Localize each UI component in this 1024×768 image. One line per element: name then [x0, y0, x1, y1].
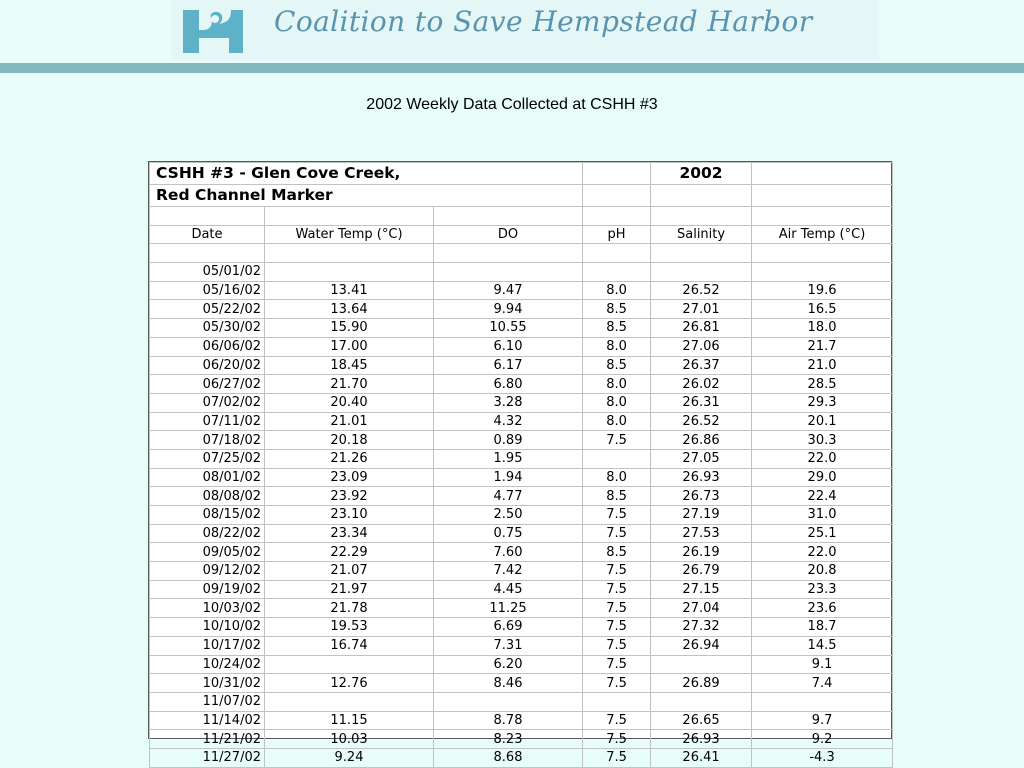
weekly-data-table: [149, 162, 893, 768]
table-row: [150, 375, 893, 394]
air-temp-cell: 30.3: [752, 431, 893, 450]
salinity-cell: 27.15: [651, 580, 752, 599]
do-cell: 7.31: [434, 636, 583, 655]
water-temp-cell: 21.01: [265, 412, 434, 431]
table-row: [150, 730, 893, 749]
water-temp-cell: 21.97: [265, 580, 434, 599]
salinity-cell: 26.89: [651, 674, 752, 693]
do-cell: 6.20: [434, 655, 583, 674]
ph-cell: 8.0: [583, 412, 651, 431]
empty-cell: [434, 244, 583, 263]
table-row: [150, 468, 893, 487]
salinity-cell: 26.93: [651, 468, 752, 487]
water-temp-cell: 17.00: [265, 337, 434, 356]
table-row: [150, 618, 893, 637]
ph-cell: 7.5: [583, 748, 651, 767]
table-row: [150, 748, 893, 767]
table-row: [150, 449, 893, 468]
air-temp-cell: [752, 692, 893, 711]
water-temp-cell: 21.78: [265, 599, 434, 618]
do-cell: 0.89: [434, 431, 583, 450]
empty-cell: [752, 244, 893, 263]
date-cell: 10/03/02: [150, 599, 265, 618]
page-title: 2002 Weekly Data Collected at CSHH #3: [366, 96, 658, 113]
column-header-water-temp: Water Temp (°C): [265, 225, 434, 244]
ph-cell: [583, 263, 651, 282]
air-temp-cell: 9.1: [752, 655, 893, 674]
do-cell: 6.80: [434, 375, 583, 394]
do-cell: 8.78: [434, 711, 583, 730]
salinity-cell: 26.19: [651, 543, 752, 562]
air-temp-cell: 9.7: [752, 711, 893, 730]
date-cell: 10/31/02: [150, 674, 265, 693]
column-header-salinity: Salinity: [651, 225, 752, 244]
empty-cell: [752, 207, 893, 226]
water-temp-cell: 20.18: [265, 431, 434, 450]
empty-cell: [651, 244, 752, 263]
water-temp-cell: 9.24: [265, 748, 434, 767]
table-row: [150, 487, 893, 506]
date-cell: 11/07/02: [150, 692, 265, 711]
salinity-cell: 27.53: [651, 524, 752, 543]
date-cell: 11/14/02: [150, 711, 265, 730]
date-cell: 11/27/02: [150, 748, 265, 767]
water-temp-cell: 21.07: [265, 562, 434, 581]
ph-cell: 7.5: [583, 730, 651, 749]
table-row: [150, 337, 893, 356]
salinity-cell: [651, 692, 752, 711]
do-cell: [434, 692, 583, 711]
do-cell: [434, 263, 583, 282]
table-row: [150, 524, 893, 543]
air-temp-cell: 22.0: [752, 449, 893, 468]
salinity-cell: 27.06: [651, 337, 752, 356]
water-temp-cell: 18.45: [265, 356, 434, 375]
air-temp-cell: 29.3: [752, 393, 893, 412]
ph-cell: 8.5: [583, 543, 651, 562]
ph-cell: 7.5: [583, 655, 651, 674]
table-row: [150, 562, 893, 581]
table-row: [150, 636, 893, 655]
air-temp-cell: 29.0: [752, 468, 893, 487]
do-cell: 7.42: [434, 562, 583, 581]
do-cell: 1.94: [434, 468, 583, 487]
ph-cell: 8.5: [583, 300, 651, 319]
table-subtitle-row: [150, 185, 893, 207]
table-row: [150, 263, 893, 282]
empty-cell: [434, 207, 583, 226]
air-temp-cell: 20.8: [752, 562, 893, 581]
do-cell: 4.32: [434, 412, 583, 431]
air-temp-cell: 21.7: [752, 337, 893, 356]
empty-cell: [651, 207, 752, 226]
empty-cell: [150, 244, 265, 263]
ph-cell: 7.5: [583, 674, 651, 693]
date-cell: 05/01/02: [150, 263, 265, 282]
date-cell: 08/15/02: [150, 506, 265, 525]
date-cell: 06/06/02: [150, 337, 265, 356]
date-cell: 05/22/02: [150, 300, 265, 319]
water-temp-cell: 21.26: [265, 449, 434, 468]
table-row: [150, 319, 893, 338]
date-cell: 08/22/02: [150, 524, 265, 543]
ph-cell: 7.5: [583, 506, 651, 525]
column-header-ph: pH: [583, 225, 651, 244]
do-cell: 3.28: [434, 393, 583, 412]
do-cell: 9.47: [434, 281, 583, 300]
date-cell: 10/10/02: [150, 618, 265, 637]
letter-h-harbor-logo-icon: [181, 8, 245, 55]
salinity-cell: [651, 263, 752, 282]
water-temp-cell: 22.29: [265, 543, 434, 562]
date-cell: 09/05/02: [150, 543, 265, 562]
water-temp-cell: 21.70: [265, 375, 434, 394]
ph-cell: 8.5: [583, 319, 651, 338]
water-temp-cell: [265, 263, 434, 282]
ph-cell: 7.5: [583, 711, 651, 730]
air-temp-cell: 25.1: [752, 524, 893, 543]
salinity-cell: 26.52: [651, 281, 752, 300]
salinity-cell: 26.93: [651, 730, 752, 749]
water-temp-cell: 12.76: [265, 674, 434, 693]
air-temp-cell: 22.4: [752, 487, 893, 506]
table-row: [150, 300, 893, 319]
table-row: [150, 431, 893, 450]
empty-cell: [265, 207, 434, 226]
air-temp-cell: 18.0: [752, 319, 893, 338]
salinity-cell: 26.86: [651, 431, 752, 450]
air-temp-cell: 20.1: [752, 412, 893, 431]
date-cell: 11/21/02: [150, 730, 265, 749]
table-row: [150, 674, 893, 693]
air-temp-cell: 16.5: [752, 300, 893, 319]
water-temp-cell: 16.74: [265, 636, 434, 655]
ph-cell: 8.0: [583, 393, 651, 412]
air-temp-cell: 19.6: [752, 281, 893, 300]
do-cell: 4.45: [434, 580, 583, 599]
salinity-cell: 26.37: [651, 356, 752, 375]
water-temp-cell: 11.15: [265, 711, 434, 730]
do-cell: 6.17: [434, 356, 583, 375]
do-cell: 0.75: [434, 524, 583, 543]
date-cell: 05/30/02: [150, 319, 265, 338]
salinity-cell: 26.41: [651, 748, 752, 767]
salinity-cell: 27.01: [651, 300, 752, 319]
date-cell: 07/02/02: [150, 393, 265, 412]
water-temp-cell: [265, 655, 434, 674]
do-cell: 8.68: [434, 748, 583, 767]
date-cell: 08/01/02: [150, 468, 265, 487]
salinity-cell: 26.73: [651, 487, 752, 506]
air-temp-cell: 31.0: [752, 506, 893, 525]
water-temp-cell: 19.53: [265, 618, 434, 637]
ph-cell: [583, 692, 651, 711]
water-temp-cell: 13.41: [265, 281, 434, 300]
air-temp-cell: 23.6: [752, 599, 893, 618]
empty-cell: [583, 244, 651, 263]
ph-cell: 8.0: [583, 375, 651, 394]
air-temp-cell: 7.4: [752, 674, 893, 693]
do-cell: 10.55: [434, 319, 583, 338]
ph-cell: 8.5: [583, 356, 651, 375]
do-cell: 8.46: [434, 674, 583, 693]
date-cell: 07/18/02: [150, 431, 265, 450]
air-temp-cell: 21.0: [752, 356, 893, 375]
table-row: [150, 281, 893, 300]
table-row: [150, 506, 893, 525]
year-label: 2002: [651, 163, 752, 185]
water-temp-cell: 15.90: [265, 319, 434, 338]
header-divider: [0, 63, 1024, 73]
air-temp-cell: 9.2: [752, 730, 893, 749]
table-row: [150, 655, 893, 674]
water-temp-cell: 10.03: [265, 730, 434, 749]
date-cell: 09/19/02: [150, 580, 265, 599]
salinity-cell: 26.31: [651, 393, 752, 412]
air-temp-cell: 18.7: [752, 618, 893, 637]
empty-cell: [150, 207, 265, 226]
date-cell: 05/16/02: [150, 281, 265, 300]
air-temp-cell: 28.5: [752, 375, 893, 394]
do-cell: 1.95: [434, 449, 583, 468]
ph-cell: 7.5: [583, 618, 651, 637]
date-cell: 08/08/02: [150, 487, 265, 506]
do-cell: 6.10: [434, 337, 583, 356]
empty-cell: [583, 163, 651, 185]
do-cell: 11.25: [434, 599, 583, 618]
ph-cell: 7.5: [583, 562, 651, 581]
salinity-cell: 26.81: [651, 319, 752, 338]
table-row: [150, 393, 893, 412]
water-temp-cell: 13.64: [265, 300, 434, 319]
water-temp-cell: 23.34: [265, 524, 434, 543]
date-cell: 09/12/02: [150, 562, 265, 581]
date-cell: 06/20/02: [150, 356, 265, 375]
air-temp-cell: [752, 263, 893, 282]
column-header-air-temp: Air Temp (°C): [752, 225, 893, 244]
organization-name: Coalition to Save Hempstead Harbor: [274, 5, 813, 38]
air-temp-cell: -4.3: [752, 748, 893, 767]
table-row: [150, 356, 893, 375]
ph-cell: 7.5: [583, 524, 651, 543]
station-name: CSHH #3 - Glen Cove Creek,: [150, 163, 583, 185]
date-cell: 07/11/02: [150, 412, 265, 431]
air-temp-cell: 22.0: [752, 543, 893, 562]
table-row: [150, 412, 893, 431]
do-cell: 6.69: [434, 618, 583, 637]
ph-cell: 7.5: [583, 599, 651, 618]
spacer-row: [150, 244, 893, 263]
salinity-cell: 26.02: [651, 375, 752, 394]
column-header-date: Date: [150, 225, 265, 244]
spacer-row: [150, 207, 893, 226]
date-cell: 06/27/02: [150, 375, 265, 394]
table-row: [150, 692, 893, 711]
water-temp-cell: 23.10: [265, 506, 434, 525]
do-cell: 7.60: [434, 543, 583, 562]
date-cell: 10/17/02: [150, 636, 265, 655]
do-cell: 2.50: [434, 506, 583, 525]
data-table-container: [148, 161, 892, 766]
salinity-cell: [651, 655, 752, 674]
do-cell: 4.77: [434, 487, 583, 506]
ph-cell: [583, 449, 651, 468]
do-cell: 8.23: [434, 730, 583, 749]
salinity-cell: 27.04: [651, 599, 752, 618]
empty-cell: [265, 244, 434, 263]
salinity-cell: 26.94: [651, 636, 752, 655]
ph-cell: 8.0: [583, 281, 651, 300]
ph-cell: 8.0: [583, 337, 651, 356]
salinity-cell: 27.32: [651, 618, 752, 637]
empty-cell: [651, 185, 752, 207]
table-row: [150, 543, 893, 562]
salinity-cell: 26.65: [651, 711, 752, 730]
table-row: [150, 711, 893, 730]
empty-cell: [583, 185, 651, 207]
salinity-cell: 26.79: [651, 562, 752, 581]
ph-cell: 7.5: [583, 636, 651, 655]
ph-cell: 7.5: [583, 431, 651, 450]
table-row: [150, 599, 893, 618]
water-temp-cell: 23.09: [265, 468, 434, 487]
water-temp-cell: 20.40: [265, 393, 434, 412]
column-header-do: DO: [434, 225, 583, 244]
ph-cell: 8.5: [583, 487, 651, 506]
empty-cell: [752, 163, 893, 185]
water-temp-cell: 23.92: [265, 487, 434, 506]
empty-cell: [752, 185, 893, 207]
salinity-cell: 26.52: [651, 412, 752, 431]
ph-cell: 8.0: [583, 468, 651, 487]
ph-cell: 7.5: [583, 580, 651, 599]
date-cell: 10/24/02: [150, 655, 265, 674]
salinity-cell: 27.19: [651, 506, 752, 525]
date-cell: 07/25/02: [150, 449, 265, 468]
do-cell: 9.94: [434, 300, 583, 319]
station-location: Red Channel Marker: [150, 185, 583, 207]
table-row: [150, 580, 893, 599]
air-temp-cell: 14.5: [752, 636, 893, 655]
table-title-row: [150, 163, 893, 185]
column-header-row: [150, 225, 893, 244]
air-temp-cell: 23.3: [752, 580, 893, 599]
empty-cell: [583, 207, 651, 226]
water-temp-cell: [265, 692, 434, 711]
salinity-cell: 27.05: [651, 449, 752, 468]
